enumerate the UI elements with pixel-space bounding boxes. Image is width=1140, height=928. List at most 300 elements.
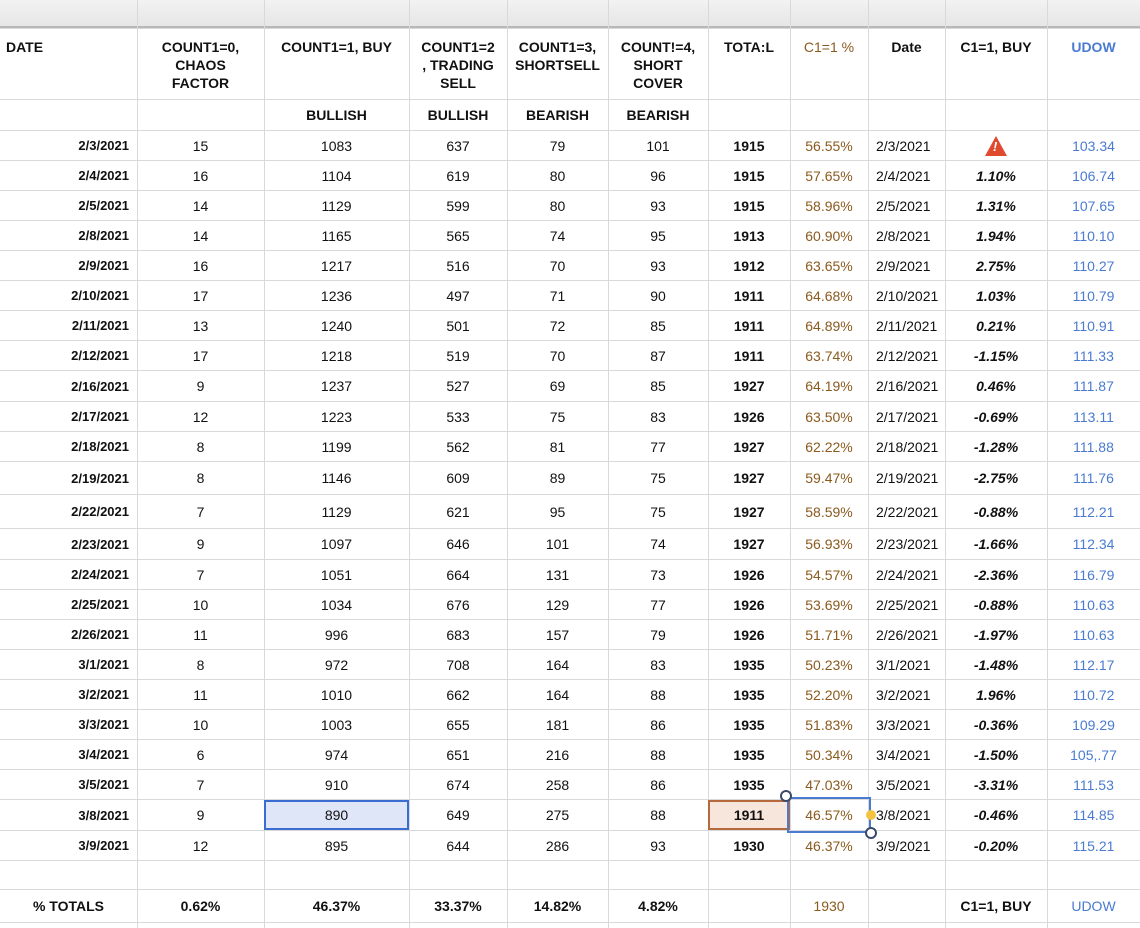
active-cell[interactable]: 1911 xyxy=(708,800,790,830)
cell-date[interactable]: 3/9/2021 xyxy=(78,838,129,853)
cell-chg[interactable]: 2.75% xyxy=(976,257,1016,274)
header-date[interactable] xyxy=(0,30,137,97)
cell-pct[interactable]: 51.71% xyxy=(805,626,853,643)
cell-c0[interactable]: 7 xyxy=(196,503,205,520)
cell-total[interactable]: 1911 xyxy=(733,347,765,364)
cell-date2[interactable]: 3/9/2021 xyxy=(876,837,931,854)
cell-chg[interactable]: -2.36% xyxy=(973,566,1019,583)
cell-c3[interactable]: 80 xyxy=(549,167,566,184)
cell-pct[interactable]: 64.19% xyxy=(805,378,853,394)
cell-c1[interactable]: 1104 xyxy=(321,167,352,184)
cell-c3[interactable]: 72 xyxy=(549,317,566,334)
cell-total[interactable]: 1935 xyxy=(733,656,765,673)
cell-pct[interactable]: 56.55% xyxy=(805,137,853,154)
cell-chg[interactable]: -0.88% xyxy=(973,596,1019,613)
cell-c0[interactable]: 16 xyxy=(192,167,209,184)
cell-date2[interactable]: 3/1/2021 xyxy=(876,656,931,673)
cell-c3[interactable]: 69 xyxy=(549,378,566,394)
cell-pct[interactable]: 58.96% xyxy=(805,197,853,214)
cell-chg[interactable] xyxy=(945,131,1047,160)
cell-c4[interactable]: 88 xyxy=(650,807,666,823)
cell-c1[interactable]: 1003 xyxy=(320,716,353,733)
cell-chg[interactable]: -0.36% xyxy=(973,716,1019,733)
cell-date2[interactable]: 2/23/2021 xyxy=(876,536,939,552)
cell-c4[interactable]: 95 xyxy=(650,227,666,244)
cell-chg[interactable]: -0.88% xyxy=(973,503,1019,520)
cell-date2[interactable]: 3/3/2021 xyxy=(876,716,931,733)
cell-total[interactable]: 1915 xyxy=(733,137,765,154)
cell-c2[interactable]: 609 xyxy=(446,470,470,486)
cell-c2[interactable]: 655 xyxy=(446,716,470,733)
cell-pct[interactable]: 56.93% xyxy=(805,536,853,552)
cell-c1[interactable]: 972 xyxy=(324,656,349,673)
cell-date2[interactable]: 2/19/2021 xyxy=(876,470,939,486)
header-line: SHORT xyxy=(633,57,683,73)
frozen-scroll-edge xyxy=(0,0,1140,28)
cell-c4[interactable]: 77 xyxy=(650,596,666,613)
cell-total[interactable]: 1927 xyxy=(733,503,765,520)
cell-date[interactable]: 3/2/2021 xyxy=(78,687,129,702)
cell-pct[interactable]: 46.37% xyxy=(805,837,853,854)
cell-c4[interactable]: 73 xyxy=(650,566,666,583)
cell-c2[interactable]: 599 xyxy=(446,197,470,214)
cell-pct[interactable]: 47.03% xyxy=(805,776,853,793)
sentiment-c4[interactable]: BEARISH xyxy=(626,106,690,123)
cell-c0[interactable]: 9 xyxy=(196,378,205,394)
cell-c4[interactable]: 86 xyxy=(650,776,666,793)
cell-c4[interactable]: 77 xyxy=(650,438,666,455)
cell-c1[interactable]: 996 xyxy=(324,626,349,643)
cell-chg[interactable]: -3.31% xyxy=(973,776,1019,793)
cell-c0[interactable]: 17 xyxy=(192,287,209,304)
cell-pct[interactable]: 57.65% xyxy=(805,167,853,184)
header-label: C1=1 % xyxy=(803,39,855,55)
cell-total[interactable]: 1927 xyxy=(733,438,765,455)
cell-c1[interactable]: 1217 xyxy=(320,257,353,274)
cell-c1[interactable]: 910 xyxy=(324,776,349,793)
cell-c3[interactable]: 258 xyxy=(545,776,570,793)
cell-c3[interactable]: 181 xyxy=(545,716,570,733)
cell-udow[interactable]: 110.79 xyxy=(1072,287,1115,304)
cell-chg[interactable]: -1.97% xyxy=(973,626,1019,643)
cell-c0[interactable]: 17 xyxy=(192,347,209,364)
cell-c0[interactable]: 6 xyxy=(196,746,205,763)
selected-cell[interactable]: 890 xyxy=(264,800,409,830)
cell-c2[interactable]: 708 xyxy=(446,656,470,673)
cell-c0[interactable]: 7 xyxy=(196,776,205,793)
cell-date2[interactable]: 2/3/2021 xyxy=(876,137,931,154)
cell-udow[interactable]: 106.74 xyxy=(1072,167,1115,184)
cell-pct[interactable]: 63.74% xyxy=(805,347,853,364)
cell-c2[interactable]: 562 xyxy=(446,438,470,455)
cell-c3[interactable]: 157 xyxy=(545,626,570,643)
cell-c4[interactable]: 101 xyxy=(646,137,670,154)
cell-date2[interactable]: 2/8/2021 xyxy=(876,227,931,244)
header-line: SELL xyxy=(440,75,476,91)
cell-chg[interactable]: 0.46% xyxy=(976,378,1016,394)
totals-chg[interactable]: C1=1, BUY xyxy=(960,898,1032,914)
cell-udow[interactable]: 111.87 xyxy=(1073,378,1114,394)
header-c4[interactable] xyxy=(608,30,708,97)
cell-c3[interactable]: 70 xyxy=(549,257,566,274)
cell-chg[interactable]: -0.46% xyxy=(973,807,1019,823)
cell-c3[interactable]: 286 xyxy=(545,837,570,854)
cell-date2[interactable]: 2/26/2021 xyxy=(876,626,939,643)
cell-date2[interactable]: 2/9/2021 xyxy=(876,257,931,274)
cell-total[interactable]: 1913 xyxy=(733,227,765,244)
cell-date[interactable]: 2/9/2021 xyxy=(78,258,129,273)
cell-pct[interactable]: 54.57% xyxy=(805,566,853,583)
cell-c4[interactable]: 96 xyxy=(650,167,666,184)
cell-c2[interactable]: 649 xyxy=(446,807,470,823)
cell-c3[interactable]: 95 xyxy=(549,503,566,520)
totals-total[interactable] xyxy=(708,890,790,922)
cell-c4[interactable]: 90 xyxy=(650,287,666,304)
cell-c4[interactable]: 93 xyxy=(650,197,666,214)
cell-c2[interactable]: 619 xyxy=(446,167,470,184)
cell-c1[interactable]: 1010 xyxy=(320,686,353,703)
header-label: Date xyxy=(891,39,922,55)
cell-pct[interactable]: 64.89% xyxy=(805,317,853,334)
cell-total[interactable]: 1926 xyxy=(733,408,765,425)
cell-c0[interactable]: 13 xyxy=(192,317,209,334)
header-udow[interactable] xyxy=(1047,30,1140,97)
cell-total[interactable]: 1926 xyxy=(733,626,765,643)
cell-c3[interactable]: 81 xyxy=(549,438,566,455)
cell-date2[interactable]: 2/11/2021 xyxy=(876,317,938,334)
header-c0[interactable] xyxy=(137,30,264,97)
totals-pct[interactable]: 1930 xyxy=(813,898,845,914)
cell-c0[interactable]: 8 xyxy=(196,470,205,486)
cell-date[interactable]: 2/17/2021 xyxy=(71,409,129,424)
cell-chg[interactable]: -2.75% xyxy=(973,470,1019,486)
cell-c0[interactable]: 12 xyxy=(192,408,209,425)
cell-c0[interactable]: 7 xyxy=(196,566,205,583)
cell-c3[interactable]: 89 xyxy=(549,470,566,486)
cell-date[interactable]: 2/16/2021 xyxy=(71,378,129,394)
cell-c1[interactable]: 1223 xyxy=(320,408,353,425)
cell-c4[interactable]: 83 xyxy=(650,656,666,673)
cell-date[interactable]: 2/11/2021 xyxy=(71,318,129,333)
cell-c1[interactable]: 1083 xyxy=(320,137,353,154)
totals-c1[interactable]: 46.37% xyxy=(312,898,361,914)
cell-c0[interactable]: 9 xyxy=(196,807,205,823)
cell-c1[interactable]: 974 xyxy=(324,746,349,763)
cell-total[interactable]: 1912 xyxy=(733,257,765,274)
cell-date[interactable]: 2/8/2021 xyxy=(78,228,129,243)
cell-c0[interactable]: 15 xyxy=(192,137,209,154)
cell-pct[interactable]: 53.69% xyxy=(805,596,853,613)
cell-pct[interactable]: 62.22% xyxy=(805,438,853,455)
selection-handle-top[interactable] xyxy=(780,790,792,802)
cell-c4[interactable]: 88 xyxy=(650,746,666,763)
cell-c0[interactable]: 9 xyxy=(196,536,205,552)
cell-c1[interactable]: 1240 xyxy=(320,317,353,334)
cell-chg[interactable]: -1.15% xyxy=(973,347,1019,364)
cell-c2[interactable]: 637 xyxy=(446,137,470,154)
cell-udow[interactable]: 111.88 xyxy=(1073,438,1114,455)
cell-c1[interactable]: 1237 xyxy=(320,378,353,394)
cell-c2[interactable]: 651 xyxy=(446,746,470,763)
cell-c1[interactable]: 1129 xyxy=(321,197,352,214)
totals-c0[interactable]: 0.62% xyxy=(180,898,221,914)
cell-c2[interactable]: 664 xyxy=(446,566,470,583)
cell-udow[interactable]: 112.17 xyxy=(1072,656,1115,673)
cell-date[interactable]: 2/23/2021 xyxy=(71,536,129,552)
cell-date2[interactable]: 2/5/2021 xyxy=(876,197,931,214)
cell-total[interactable]: 1926 xyxy=(733,596,765,613)
cell-c1[interactable]: 1129 xyxy=(321,503,352,520)
cell-c0[interactable]: 11 xyxy=(193,686,208,703)
cell-udow[interactable]: 110.63 xyxy=(1072,626,1115,643)
cell-pct[interactable]: 46.57% xyxy=(805,807,853,823)
cell-date[interactable]: 2/22/2021 xyxy=(71,504,129,519)
cell-total[interactable]: 1911 xyxy=(733,287,765,304)
cell-c0[interactable]: 16 xyxy=(192,257,209,274)
cell-date[interactable]: 2/5/2021 xyxy=(78,198,129,213)
cell-pct[interactable]: 64.68% xyxy=(805,287,853,304)
cell-c2[interactable]: 621 xyxy=(446,503,470,520)
cell-chg[interactable]: 1.96% xyxy=(976,686,1016,703)
header-chg[interactable] xyxy=(945,30,1047,97)
cell-pct[interactable]: 50.34% xyxy=(805,746,853,763)
cell-c4[interactable]: 79 xyxy=(650,626,666,643)
cell-date[interactable]: 3/1/2021 xyxy=(78,657,129,672)
cell-pct[interactable]: 63.65% xyxy=(805,257,853,274)
cell-c3[interactable]: 74 xyxy=(549,227,566,244)
cell-chg[interactable]: 1.94% xyxy=(976,227,1016,244)
cell-c2[interactable]: 676 xyxy=(446,596,470,613)
cell-udow[interactable]: 110.10 xyxy=(1072,227,1115,244)
cell-date2[interactable]: 3/5/2021 xyxy=(876,776,931,793)
cell-total[interactable]: 1935 xyxy=(733,776,765,793)
cell-c4[interactable]: 75 xyxy=(650,503,666,520)
cell-chg[interactable]: 1.03% xyxy=(976,287,1016,304)
cell-date[interactable]: 2/26/2021 xyxy=(71,627,129,642)
cell-c1[interactable]: 1146 xyxy=(321,470,352,486)
cell-date2[interactable]: 2/25/2021 xyxy=(876,596,939,613)
cell-udow[interactable]: 114.85 xyxy=(1072,807,1115,823)
cell-udow[interactable]: 115.21 xyxy=(1072,837,1115,854)
cell-udow[interactable]: 111.33 xyxy=(1073,347,1114,364)
cell-c0[interactable]: 8 xyxy=(196,438,205,455)
cell-pct[interactable]: 60.90% xyxy=(805,227,853,244)
cell-c2[interactable]: 533 xyxy=(446,408,470,425)
cell-c4[interactable]: 85 xyxy=(650,317,666,334)
cell-c4[interactable]: 75 xyxy=(650,470,666,486)
cell-c1[interactable]: 895 xyxy=(324,837,349,854)
header-c1[interactable] xyxy=(264,30,409,97)
header-label: UDOW xyxy=(1071,39,1116,55)
totals-c2[interactable]: 33.37% xyxy=(434,898,482,914)
cell-udow[interactable]: 107.65 xyxy=(1072,197,1115,214)
cell-c4[interactable]: 83 xyxy=(650,408,666,425)
cell-pct[interactable]: 59.47% xyxy=(805,470,853,486)
cell-c3[interactable]: 164 xyxy=(545,656,570,673)
cell-c2[interactable]: 662 xyxy=(446,686,470,703)
cell-c3[interactable]: 275 xyxy=(545,807,570,823)
cell-c4[interactable]: 85 xyxy=(650,378,666,394)
cell-c1[interactable]: 1236 xyxy=(320,287,353,304)
cell-pct[interactable]: 50.23% xyxy=(805,656,853,673)
cell-c3[interactable]: 131 xyxy=(545,566,570,583)
cell-date[interactable]: 2/3/2021 xyxy=(78,138,129,153)
cell-c4[interactable]: 93 xyxy=(650,837,666,854)
cell-chg[interactable]: -1.50% xyxy=(973,746,1019,763)
cell-c2[interactable]: 527 xyxy=(446,378,470,394)
cell-date[interactable]: 2/24/2021 xyxy=(71,567,129,582)
cell-c4[interactable]: 93 xyxy=(650,257,666,274)
cell-date[interactable]: 2/18/2021 xyxy=(71,439,129,454)
cell-c0[interactable]: 8 xyxy=(196,656,205,673)
header-line: FACTOR xyxy=(171,75,230,91)
cell-chg[interactable]: -0.20% xyxy=(973,837,1019,854)
cell-c2[interactable]: 497 xyxy=(446,287,470,304)
cell-total[interactable]: 1927 xyxy=(733,470,765,486)
cell-c3[interactable]: 101 xyxy=(545,536,570,552)
cell-c4[interactable]: 88 xyxy=(650,686,666,703)
cell-pct[interactable]: 52.20% xyxy=(805,686,853,703)
header-total[interactable] xyxy=(708,30,790,97)
cell-date[interactable]: 2/10/2021 xyxy=(71,288,129,303)
cell-c2[interactable]: 519 xyxy=(446,347,470,364)
fill-handle[interactable] xyxy=(866,810,876,820)
cell-date[interactable]: 2/19/2021 xyxy=(71,470,129,486)
cell-udow[interactable]: 112.21 xyxy=(1072,503,1115,520)
cell-c2[interactable]: 516 xyxy=(446,257,470,274)
cell-pct[interactable]: 58.59% xyxy=(805,503,853,520)
cell-c3[interactable]: 75 xyxy=(549,408,566,425)
cell-c2[interactable]: 501 xyxy=(446,317,470,334)
header-c2[interactable] xyxy=(409,30,507,97)
cell-c0[interactable]: 14 xyxy=(192,197,209,214)
header-c3[interactable] xyxy=(507,30,608,97)
cell-date2[interactable]: 2/12/2021 xyxy=(876,347,939,364)
cell-c0[interactable]: 10 xyxy=(192,716,209,733)
cell-udow[interactable]: 110.91 xyxy=(1072,317,1115,334)
cell-c1[interactable]: 1097 xyxy=(320,536,353,552)
cell-chg[interactable]: -1.48% xyxy=(973,656,1019,673)
cell-c1[interactable]: 1051 xyxy=(320,566,353,583)
cell-c0[interactable]: 14 xyxy=(192,227,209,244)
cell-date2[interactable]: 2/18/2021 xyxy=(876,438,939,455)
cell-date2[interactable]: 2/16/2021 xyxy=(876,378,939,394)
cell-c1[interactable]: 1218 xyxy=(320,347,353,364)
cell-chg[interactable]: 1.10% xyxy=(976,167,1016,184)
header-pct[interactable] xyxy=(790,30,868,97)
cell-total[interactable]: 1935 xyxy=(733,716,765,733)
cell-chg[interactable]: -1.28% xyxy=(973,438,1019,455)
cell-date[interactable]: 2/12/2021 xyxy=(71,348,129,363)
cell-c3[interactable]: 80 xyxy=(549,197,566,214)
cell-udow[interactable]: 111.53 xyxy=(1073,776,1114,793)
cell-date[interactable]: 2/25/2021 xyxy=(71,597,129,612)
cell-c0[interactable]: 10 xyxy=(192,596,209,613)
cell-total[interactable]: 1935 xyxy=(733,746,765,763)
cell-c2[interactable]: 565 xyxy=(446,227,470,244)
sentiment-c1[interactable]: BULLISH xyxy=(306,106,367,123)
cell-date2[interactable]: 2/24/2021 xyxy=(876,566,939,583)
cell-total[interactable]: 1915 xyxy=(733,167,765,184)
cell-total[interactable]: 1926 xyxy=(733,566,765,583)
cell-date2[interactable]: 2/4/2021 xyxy=(876,167,931,184)
cell-udow[interactable]: 105,.77 xyxy=(1070,746,1117,763)
cell-c3[interactable]: 164 xyxy=(545,686,570,703)
cell-c1[interactable]: 1199 xyxy=(321,438,352,455)
cell-udow[interactable]: 110.72 xyxy=(1072,686,1115,703)
cell-total[interactable]: 1930 xyxy=(733,837,765,854)
cell-c1[interactable]: 1165 xyxy=(321,227,352,244)
cell-pct[interactable]: 63.50% xyxy=(805,408,853,425)
cell-udow[interactable]: 103.34 xyxy=(1072,137,1115,154)
totals-c3[interactable]: 14.82% xyxy=(533,898,582,914)
row-gridline xyxy=(0,28,1140,29)
cell-date[interactable]: 3/5/2021 xyxy=(78,777,129,792)
cell-date[interactable]: 3/4/2021 xyxy=(78,747,129,762)
sentiment-c2[interactable]: BULLISH xyxy=(427,106,489,123)
cell-c2[interactable]: 646 xyxy=(446,536,470,552)
cell-date[interactable]: 3/3/2021 xyxy=(78,717,129,732)
cell-date2[interactable]: 2/10/2021 xyxy=(876,287,939,304)
cell-c2[interactable]: 683 xyxy=(446,626,470,643)
cell-chg[interactable]: 0.21% xyxy=(976,317,1016,334)
cell-chg[interactable]: -1.66% xyxy=(973,536,1019,552)
cell-udow[interactable]: 116.79 xyxy=(1072,566,1115,583)
cell-total[interactable]: 1935 xyxy=(733,686,765,703)
cell-c1[interactable]: 1034 xyxy=(320,596,353,613)
cell-date2[interactable]: 3/2/2021 xyxy=(876,686,931,703)
cell-date2[interactable]: 2/17/2021 xyxy=(876,408,939,425)
cell-c4[interactable]: 87 xyxy=(650,347,666,364)
cell-total[interactable]: 1927 xyxy=(733,378,765,394)
cell-c4[interactable]: 74 xyxy=(650,536,666,552)
cell-udow[interactable]: 110.27 xyxy=(1072,257,1115,274)
cell-chg[interactable]: -0.69% xyxy=(973,408,1019,425)
sentiment-c3[interactable]: BEARISH xyxy=(525,106,589,123)
totals-c4[interactable]: 4.82% xyxy=(638,898,678,914)
cell-c2[interactable]: 674 xyxy=(446,776,470,793)
cell-udow[interactable]: 111.76 xyxy=(1073,470,1114,486)
cell-c2[interactable]: 644 xyxy=(446,837,470,854)
cell-date2[interactable]: 3/4/2021 xyxy=(876,746,931,763)
cell-date[interactable]: 3/8/2021 xyxy=(78,807,129,823)
cell-c0[interactable]: 12 xyxy=(192,837,209,854)
header-date2[interactable] xyxy=(868,30,945,97)
totals-date[interactable]: % TOTALS xyxy=(32,898,105,914)
cell-udow[interactable]: 109.29 xyxy=(1072,716,1115,733)
cell-chg[interactable]: 1.31% xyxy=(976,197,1016,214)
cell-c3[interactable]: 79 xyxy=(549,137,566,154)
cell-c0[interactable]: 11 xyxy=(193,626,208,643)
cell-pct[interactable]: 51.83% xyxy=(805,716,853,733)
selection-handle-bottom[interactable] xyxy=(865,827,877,839)
cell-total[interactable]: 1927 xyxy=(733,536,765,552)
cell-udow[interactable]: 112.34 xyxy=(1072,536,1115,552)
cell-c3[interactable]: 129 xyxy=(545,596,570,613)
cell-udow[interactable]: 113.11 xyxy=(1073,408,1114,425)
cell-c4[interactable]: 86 xyxy=(650,716,666,733)
cell-total[interactable]: 1915 xyxy=(733,197,765,214)
cell-date2[interactable]: 3/8/2021 xyxy=(876,807,931,823)
cell-udow[interactable]: 110.63 xyxy=(1072,596,1115,613)
cell-c3[interactable]: 216 xyxy=(545,746,570,763)
cell-date[interactable]: 2/4/2021 xyxy=(78,168,129,183)
cell-c3[interactable]: 70 xyxy=(549,347,566,364)
cell-date2[interactable]: 2/22/2021 xyxy=(876,503,939,520)
cell-c3[interactable]: 71 xyxy=(549,287,566,304)
cell-total[interactable]: 1911 xyxy=(733,317,765,334)
totals-udow[interactable]: UDOW xyxy=(1071,898,1116,914)
